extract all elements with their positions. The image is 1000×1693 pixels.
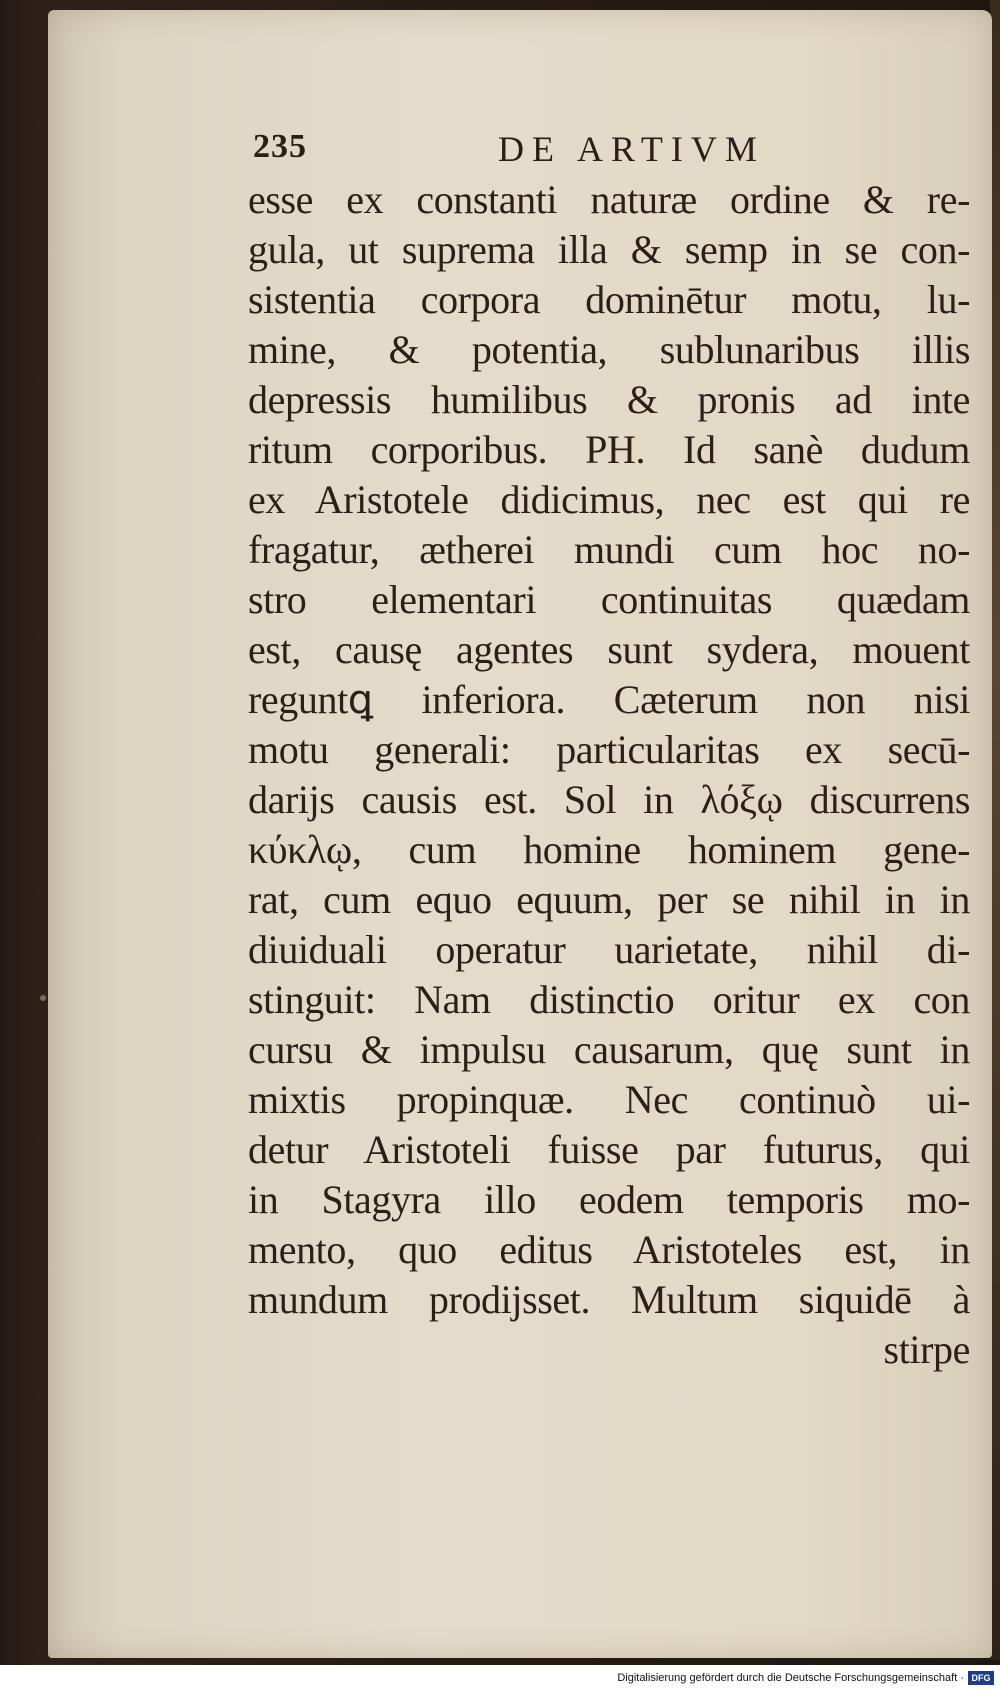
- footer-credit: Digitalisierung gefördert durch die Deutsche Forschungsgemeinschaft ·: [617, 1672, 964, 1684]
- text-line: depressis humilibus & pronis ad inte: [248, 377, 970, 422]
- text-line: κύκλῳ, cum homine hominem gene-: [248, 827, 970, 872]
- text-line: mundum prodijsset. Multum siquidē à: [248, 1277, 970, 1322]
- text-line: fragatur, ætherei mundi cum hoc no-: [248, 527, 970, 572]
- text-line: darijs causis est. Sol in λόξῳ discurrens: [248, 777, 970, 822]
- text-line: esse ex constanti naturæ ordine & re-: [248, 177, 970, 222]
- text-line: rat, cum equo equum, per se nihil in in: [248, 877, 970, 922]
- text-line: ex Aristotele didicimus, nec est qui re: [248, 477, 970, 522]
- body-text: [248, 175, 970, 1375]
- running-head: DE ARTIVM: [498, 129, 765, 169]
- text-line: in Stagyra illo eodem temporis mo-: [248, 1177, 970, 1222]
- text-line: ritum corporibus. PH. Id sanè dudum: [248, 427, 970, 472]
- text-line: reguntꝗ inferiora. Cæterum non nisi: [248, 677, 970, 722]
- digitization-footer: [0, 1665, 1000, 1693]
- text-line: gula, ut suprema illa & semp in se con-: [248, 227, 970, 272]
- text-line: stro elementari continuitas quædam: [248, 577, 970, 622]
- text-line: cursu & impulsu causarum, quę sunt in: [248, 1027, 970, 1072]
- text-line: diuiduali operatur uarietate, nihil di-: [248, 927, 970, 972]
- text-line: mixtis propinquæ. Nec continuò ui-: [248, 1077, 970, 1122]
- dfg-logo: DFG: [968, 1671, 994, 1685]
- text-line: mento, quo editus Aristoteles est, in: [248, 1227, 970, 1272]
- paper-speck: [40, 995, 46, 1001]
- text-line: detur Aristoteli fuisse par futurus, qui: [248, 1127, 970, 1172]
- book-page: [48, 10, 992, 1658]
- text-line: motu generali: particularitas ex secū-: [248, 727, 970, 772]
- text-line: mine, & potentia, sublunaribus illis: [248, 327, 970, 372]
- catchword: stirpe: [883, 1327, 970, 1372]
- text-line: sistentia corpora dominētur motu, lu-: [248, 277, 970, 322]
- text-line: stinguit: Nam distinctio oritur ex con: [248, 977, 970, 1022]
- text-line: est, causę agentes sunt sydera, mouent: [248, 627, 970, 672]
- page-header: [48, 128, 992, 178]
- page-number: 235: [253, 128, 307, 165]
